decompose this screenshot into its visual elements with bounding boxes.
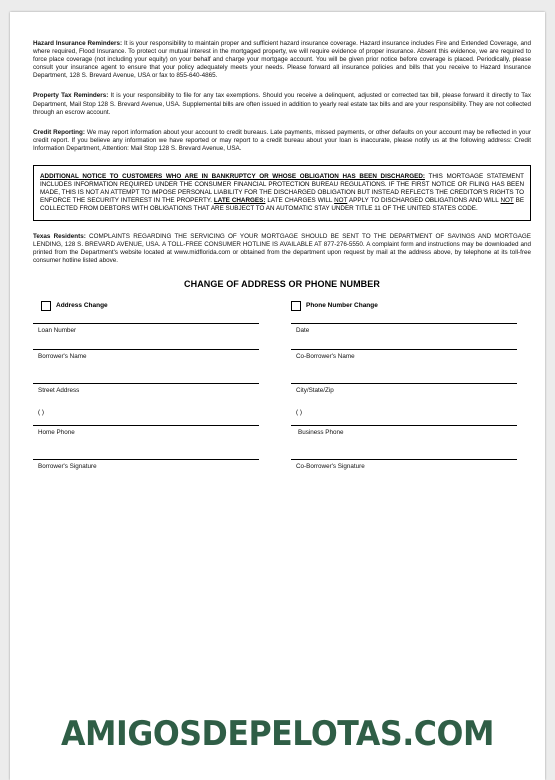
property-tax-paragraph	[33, 92, 531, 116]
form-title: CHANGE OF ADDRESS OR PHONE NUMBER	[184, 278, 380, 289]
property-tax-heading: Property Tax Reminders:	[33, 92, 109, 100]
credit-heading: Credit Reporting:	[33, 128, 85, 136]
property-tax-text: It is your responsibility to file for any tax exemptions. Should you receive a delinquent, adjusted or corrected tax bill, please forward it directly to Tax Department, Mail Stop 128 S. Brevard Avenue, USA. Supplemental bills are often issued in addition to yearly real estate tax bills and are your responsibility. They are not collected through an escrow account.	[33, 92, 532, 116]
notice-text-4: BE COLLECTED FROM DEBTORS WITH OBLIGATIONS THAT ARE SUBJECT TO AN AUTOMATIC STAY UNDER TITLE 11 OF THE UNITED STATES CODE.	[40, 197, 525, 213]
business-phone-label: Business Phone	[298, 428, 344, 436]
notice-text-1: THIS MORTGAGE STATEMENT INCLUDES INFORMATION REQUIRED UNDER THE CONSUMER FINANCIAL PROTECTION BUREAU REGULATIONS. IF THE FIRST NOTICE OR FILING HAS BEEN MADE, THIS IS NOT AN ATTEMPT TO IMPOSE PERSONAL LIABILITY FOR THE DISCHARGED OBLIGATION BUT INSTEAD REFLECTS THE CREDITOR'S RIGHTS TO ENFORCE THE SECURITY INTEREST IN THE PROPERTY.	[40, 173, 524, 205]
business-phone-area-code: ( )	[296, 408, 302, 416]
borrower-name-label: Borrower's Name	[38, 352, 87, 360]
phone-change-checkbox[interactable]	[291, 301, 301, 311]
address-change-checkbox[interactable]	[41, 301, 51, 311]
notice-heading: ADDITIONAL NOTICE TO CUSTOMERS WHO ARE IN BANKRUPTCY OR WHOSE OBLIGATION HAS BEEN DISCHARGED:	[40, 173, 425, 181]
loan-number-label: Loan Number	[38, 326, 77, 334]
document-content	[33, 40, 531, 510]
phone-change-label: Phone Number Change	[306, 302, 378, 310]
credit-text: We may report information about your account to credit bureaus. Late payments, missed payments, or other defaults on your account may be reflected in your credit report. If you believe any information we have reported or may report to a credit bureau about your loan is inaccurate, please notify us at the following address: Credit Information Department, Attention: Mail Stop 128 S. Brevard Avenue, USA.	[33, 128, 531, 152]
business-phone-field[interactable]	[291, 425, 517, 436]
address-change-option[interactable]	[41, 301, 108, 311]
borrower-name-field[interactable]	[33, 349, 259, 360]
hazard-heading: Hazard Insurance Reminders:	[33, 40, 123, 47]
co-borrower-signature-field[interactable]	[291, 459, 517, 470]
home-phone-label: Home Phone	[38, 428, 75, 436]
street-address-field[interactable]	[33, 383, 259, 394]
hazard-text: It is your responsibility to maintain proper and sufficient hazard insurance coverage. Hazard insurance includes Fire and Extended Coverage, and where required, Flood Insurance. To protect our mutual interest in the mortgaged property, we will require evidence of proper insurance. Absent this evidence, we are required to force place coverage (not including your equity) on your behalf and charge your mortgage account. You will be given prior notice before coverage is placed. Periodically, please consult your insurance agent to ensure that your policy adequately meets your needs. Please forward all insurance policies and bills that you receive to Hazard Insurance Department, 128 S. Brevard Avenue, USA or fax to 855-640-4865.	[33, 40, 532, 80]
notice-text-3: APPLY TO DISCHARGED OBLIGATIONS AND WILL	[348, 197, 499, 205]
change-of-address-form	[33, 295, 531, 510]
date-field[interactable]	[291, 323, 517, 334]
late-charges-heading: LATE CHARGES:	[213, 197, 266, 205]
borrower-signature-field[interactable]	[33, 459, 259, 470]
city-state-zip-label: City/State/Zip	[296, 386, 334, 394]
texas-residents-paragraph	[33, 233, 531, 265]
co-borrower-name-field[interactable]	[291, 349, 517, 360]
notice-text-2: LATE CHARGES WILL	[267, 197, 333, 205]
date-label: Date	[296, 326, 310, 334]
street-address-label: Street Address	[38, 386, 80, 394]
loan-number-field[interactable]	[33, 323, 259, 334]
notice-not-1: NOT	[334, 197, 348, 205]
address-change-label: Address Change	[56, 302, 108, 310]
hazard-insurance-paragraph	[33, 40, 531, 80]
texas-text: COMPLAINTS REGARDING THE SERVICING OF YOUR MORTGAGE SHOULD BE SENT TO THE DEPARTMENT OF SAVINGS AND MORTGAGE LENDING, 128 S. BREVARD AVENUE, USA. A TOLL-FREE CONSUMER HOTLINE IS AVAILABLE AT 877-276-5550. A complaint form and instructions may be downloaded and printed from the Department's website located at www.midflorida.com or obtained from the department upon request by mail at the address above, by telephone at its toll-free consumer hotline listed above.	[33, 232, 532, 264]
co-borrower-name-label: Co-Borrower's Name	[296, 352, 355, 360]
city-state-zip-field[interactable]	[291, 383, 517, 394]
bankruptcy-notice-box	[33, 165, 531, 220]
co-borrower-signature-label: Co-Borrower's Signature	[296, 462, 365, 470]
borrower-signature-label: Borrower's Signature	[38, 462, 97, 470]
watermark-logo: AMIGOSDEPELOTAS.COM	[61, 714, 494, 754]
notice-not-2: NOT	[500, 197, 514, 205]
credit-reporting-paragraph	[33, 129, 531, 153]
document-page	[10, 12, 545, 780]
home-phone-area-code: ( )	[38, 408, 44, 416]
phone-change-option[interactable]	[291, 301, 378, 311]
home-phone-field[interactable]	[33, 425, 259, 436]
texas-heading: Texas Residents:	[33, 232, 86, 240]
